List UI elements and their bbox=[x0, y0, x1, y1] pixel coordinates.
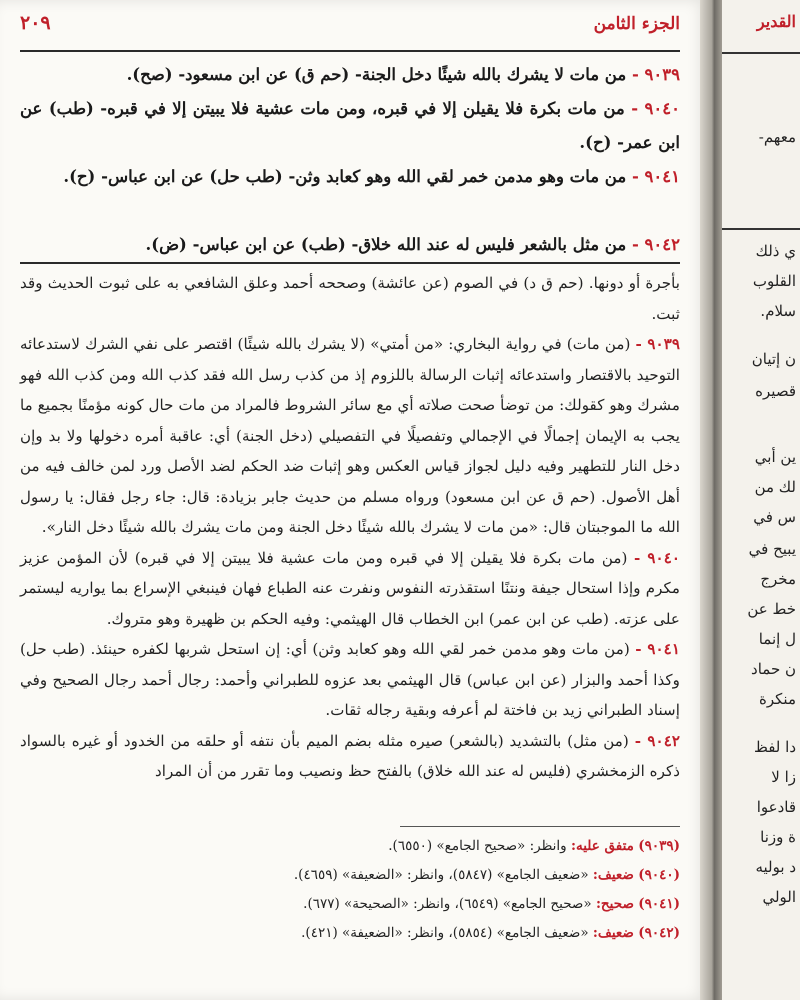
right-page bbox=[722, 0, 800, 1000]
hadith-number: ٩٠٤٢ - bbox=[631, 235, 680, 254]
page-number: ٢٠٩ bbox=[20, 12, 51, 34]
right-header-rule bbox=[722, 52, 800, 54]
right-line: منكرة bbox=[759, 690, 796, 708]
footnote-ref: «صحيح الجامع» (٦٥٤٩)، وانظر: «الصحيحة» (٦٧٧). bbox=[303, 896, 592, 912]
commentary-paragraph-9039 bbox=[20, 329, 680, 543]
footnote-grade: ضعيف: bbox=[592, 925, 634, 941]
footnote-number: (٩٠٤٢) bbox=[638, 925, 680, 941]
footnote bbox=[20, 919, 680, 948]
hadith-text: من مات بكرة فلا يقيلن إلا في قبره، ومن مات عشية فلا يبيتن إلا في قبره- (طب) عن ابن عمر- (ح). bbox=[20, 99, 680, 152]
commentary-paragraph-9041 bbox=[20, 634, 680, 726]
right-line: مخرج bbox=[760, 570, 796, 588]
section-rule bbox=[20, 262, 680, 264]
footnotes bbox=[20, 832, 680, 948]
right-line: س في bbox=[753, 508, 796, 526]
footnote-ref: وانظر: «صحيح الجامع» (٦٥٥٠). bbox=[388, 838, 567, 854]
hadith-number: ٩٠٤٢ - bbox=[634, 731, 681, 750]
hadith-number: ٩٠٤٠ - bbox=[634, 548, 681, 567]
footnote bbox=[20, 890, 680, 919]
commentary bbox=[20, 268, 680, 787]
hadith-9040 bbox=[20, 92, 680, 160]
hadith-text: من مات لا يشرك بالله شيئًا دخل الجنة- (حم ق) عن ابن مسعود- (صح). bbox=[126, 65, 627, 84]
right-line: يبيح في bbox=[748, 540, 796, 558]
footnote bbox=[20, 832, 680, 861]
footnote-number: (٩٠٤٠) bbox=[638, 867, 680, 883]
right-line: دا لفظ bbox=[753, 738, 796, 756]
commentary-paragraph: بأجرة أو دونها. (حم ق د) في الصوم (عن عائشة) وصححه أحمد وعلق الشافعي به على ثبوت الحديث وقد ثبت. bbox=[20, 274, 680, 323]
hadith-number: ٩٠٣٩ - bbox=[631, 65, 680, 84]
right-line: د بوليه bbox=[755, 858, 796, 876]
right-line: زا لا bbox=[771, 768, 796, 786]
footnote-grade: صحيح: bbox=[595, 896, 634, 912]
hadith-9041 bbox=[20, 160, 680, 194]
right-line: لك من bbox=[754, 478, 796, 496]
right-line: ين أبي bbox=[754, 448, 796, 466]
right-line: الولي bbox=[762, 888, 796, 906]
footnote-number: (٩٠٤١) bbox=[638, 896, 680, 912]
right-line: ة وزنا bbox=[760, 828, 796, 846]
hadith-number: ٩٠٤١ - bbox=[635, 640, 680, 658]
commentary-text: (من مات بكرة فلا يقيلن إلا في قبره ومن مات عشية فلا يبيتن إلا في قبره) لأن المؤمن عزيز مكرم وإذا استحال جيفة ونتنًا استقذرته النفوس ونفرت عنه الطباع فهان فينبغي الإسراع بما يواريه ليستمر على عزته. (طب عن ابن عمر) ابن الخطاب قال الهيثمي: وفيه الحكم بن ظهيرة وهو متروك. bbox=[20, 548, 680, 628]
right-line: سلام. bbox=[760, 302, 796, 320]
right-line: قصيره bbox=[755, 382, 796, 400]
right-line: خط عن bbox=[747, 600, 796, 618]
commentary-paragraph-9040 bbox=[20, 543, 680, 635]
commentary-text: (من مات وهو مدمن خمر لقي الله وهو كعابد وثن) أي: إن استحل شربها لكفره حينئذ. (طب حل) وكذا أحمد والبزار (عن ابن عباس) قال الهيثمي بعد عزوه للطبراني وأحمد: رجال أحمد رجال الصحيح وفي إسناد الطبراني زيد بن فاختة لم أعرفه وبقية رجاله ثقات. bbox=[20, 640, 680, 719]
right-line: القلوب bbox=[752, 272, 796, 290]
footnote-rule bbox=[400, 826, 680, 827]
right-line: ن حماد bbox=[751, 660, 796, 678]
hadith-number: ٩٠٣٩ - bbox=[635, 335, 681, 353]
right-line: قادعوا bbox=[756, 798, 796, 816]
hadith-number: ٩٠٤٠ - bbox=[631, 99, 680, 118]
hadith-9039 bbox=[20, 58, 680, 92]
hadith-number: ٩٠٤١ - bbox=[631, 167, 680, 186]
hadith-text: من مثل بالشعر فليس له عند الله خلاق- (طب) عن ابن عباس- (ض). bbox=[145, 235, 627, 254]
hadith-text: من مات وهو مدمن خمر لقي الله وهو كعابد وثن- (طب حل) عن ابن عباس- (ح). bbox=[63, 167, 627, 186]
footnote-number: (٩٠٣٩) bbox=[638, 838, 680, 854]
footnote-grade: متفق عليه: bbox=[570, 838, 634, 854]
right-section-rule bbox=[722, 228, 800, 230]
right-line: ل إنما bbox=[758, 630, 796, 648]
footnote-grade: ضعيف: bbox=[592, 867, 634, 883]
commentary-paragraph-9042 bbox=[20, 726, 680, 787]
footnote-ref: «ضعيف الجامع» (٥٨٥٤)، وانظر: «الضعيفة» (٤٢١). bbox=[301, 925, 589, 941]
hadith-9042 bbox=[20, 228, 680, 262]
right-line: ي ذلك bbox=[755, 242, 796, 260]
running-title: الجزء الثامن bbox=[593, 14, 680, 34]
right-page-title: القدير bbox=[756, 12, 796, 31]
commentary-text: (من مثل) بالتشديد (بالشعر) صيره مثله بضم الميم بأن نتفه أو حلقه من الخدود أو غيره بالسواد ذكره الزمخشري (فليس له عند الله خلاق) بالفتح حظ ونصيب وما تقرر من أن المراد bbox=[20, 731, 680, 780]
right-line: معهم- bbox=[758, 128, 796, 146]
page-header bbox=[20, 10, 680, 40]
header-rule bbox=[20, 50, 680, 52]
footnote bbox=[20, 861, 680, 890]
commentary-text: (من مات) في رواية البخاري: «من أمتي» (لا يشرك بالله شيئًا) اقتصر على نفي الشرك لاستدعائه التوحيد بالاقتصار واستدعائه إثبات الرسالة باللزوم إذ من كذب رسل الله فقد كذب الله ومن كذب الله فهو مشرك وهو كقولك: من توضأ صحت صلاته أي مع سائر الشروط فالمراد من مات حال كونه مؤمنًا بجميع ما يجب به الإيمان إجمالًا في الإجمالي وتفصيلًا في التفصيلي (دخل الجنة) أي: عاقبة أمره دخولها ولا بد وإن دخل النار للتطهير وفيه دليل لجواز قياس العكس وهو إثبات ضد الحكم لضد الأصل ورد لمن خالف فيه من أهل الأصول. (حم ق عن ابن مسعود) ورواه مسلم من حديث جابر بزيادة: قال: جاء رجل فقال: يا رسول الله ما الموجبتان قال: «من مات لا يشرك بالله شيئًا دخل الجنة ومن مات يشرك بالله شيئًا دخل النار». bbox=[20, 335, 680, 536]
footnote-ref: «ضعيف الجامع» (٥٨٤٧)، وانظر: «الضعيفة» (٤٦٥٩). bbox=[293, 867, 589, 883]
right-line: ن إتيان bbox=[751, 350, 796, 368]
